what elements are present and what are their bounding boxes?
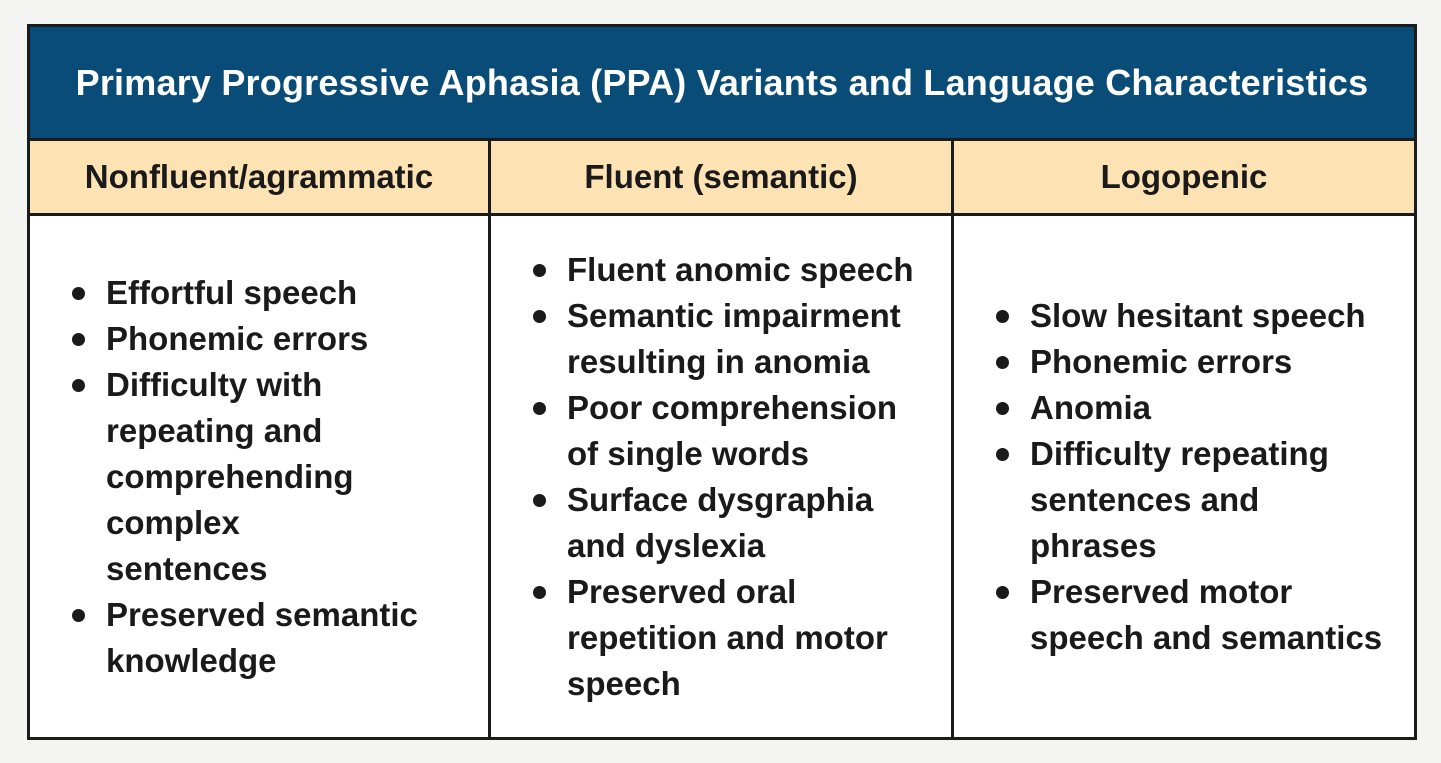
list-item: Phonemic errors (992, 339, 1410, 385)
list-item: Fluent anomic speech (529, 247, 914, 293)
column-body-logopenic (954, 216, 1414, 737)
ppa-table (27, 24, 1417, 740)
list-item: Slow hesitant speech (992, 293, 1410, 339)
header-row (30, 141, 1414, 216)
list-item: Preserved oral repetition and motor speech (529, 569, 897, 707)
list-item: Surface dysgraphia and dyslexia (529, 477, 887, 569)
bullet-icon (996, 586, 1009, 599)
bullet-list (529, 247, 914, 707)
bullet-icon (533, 264, 546, 277)
list-item: Preserved semantic knowledge (68, 592, 426, 684)
list-item: Poor comprehension of single words (529, 385, 902, 477)
list-item: Semantic impairment resulting in anomia (529, 293, 912, 385)
list-item: Anomia (992, 385, 1410, 431)
column-body-fluent (491, 216, 954, 737)
bullet-icon (996, 310, 1009, 323)
column-header-fluent: Fluent (semantic) (491, 141, 954, 213)
list-item: Difficulty repeating sentences and phrases (992, 431, 1350, 569)
bullet-list (68, 270, 426, 684)
bullet-icon (996, 448, 1009, 461)
list-item: Preserved motor speech and semantics (992, 569, 1410, 661)
column-body-nonfluent (30, 216, 491, 737)
bullet-icon (72, 287, 85, 300)
list-item: Phonemic errors (68, 316, 426, 362)
bullet-list (992, 293, 1410, 661)
title-bar (30, 27, 1414, 141)
bullet-icon (533, 310, 546, 323)
bullet-icon (996, 402, 1009, 415)
bullet-icon (533, 402, 546, 415)
bullet-icon (533, 494, 546, 507)
bullet-icon (533, 586, 546, 599)
bullet-icon (72, 379, 85, 392)
list-item: Effortful speech (68, 270, 426, 316)
bullet-icon (996, 356, 1009, 369)
body-row (30, 216, 1414, 737)
table-title: Primary Progressive Aphasia (PPA) Variants and Language Characteristics (75, 61, 1369, 103)
bullet-icon (72, 333, 85, 346)
list-item: Difficulty with repeating and comprehending complex sentences (68, 362, 406, 592)
column-header-nonfluent: Nonfluent/agrammatic (30, 141, 491, 213)
bullet-icon (72, 609, 85, 622)
column-header-logopenic: Logopenic (1100, 158, 1268, 195)
